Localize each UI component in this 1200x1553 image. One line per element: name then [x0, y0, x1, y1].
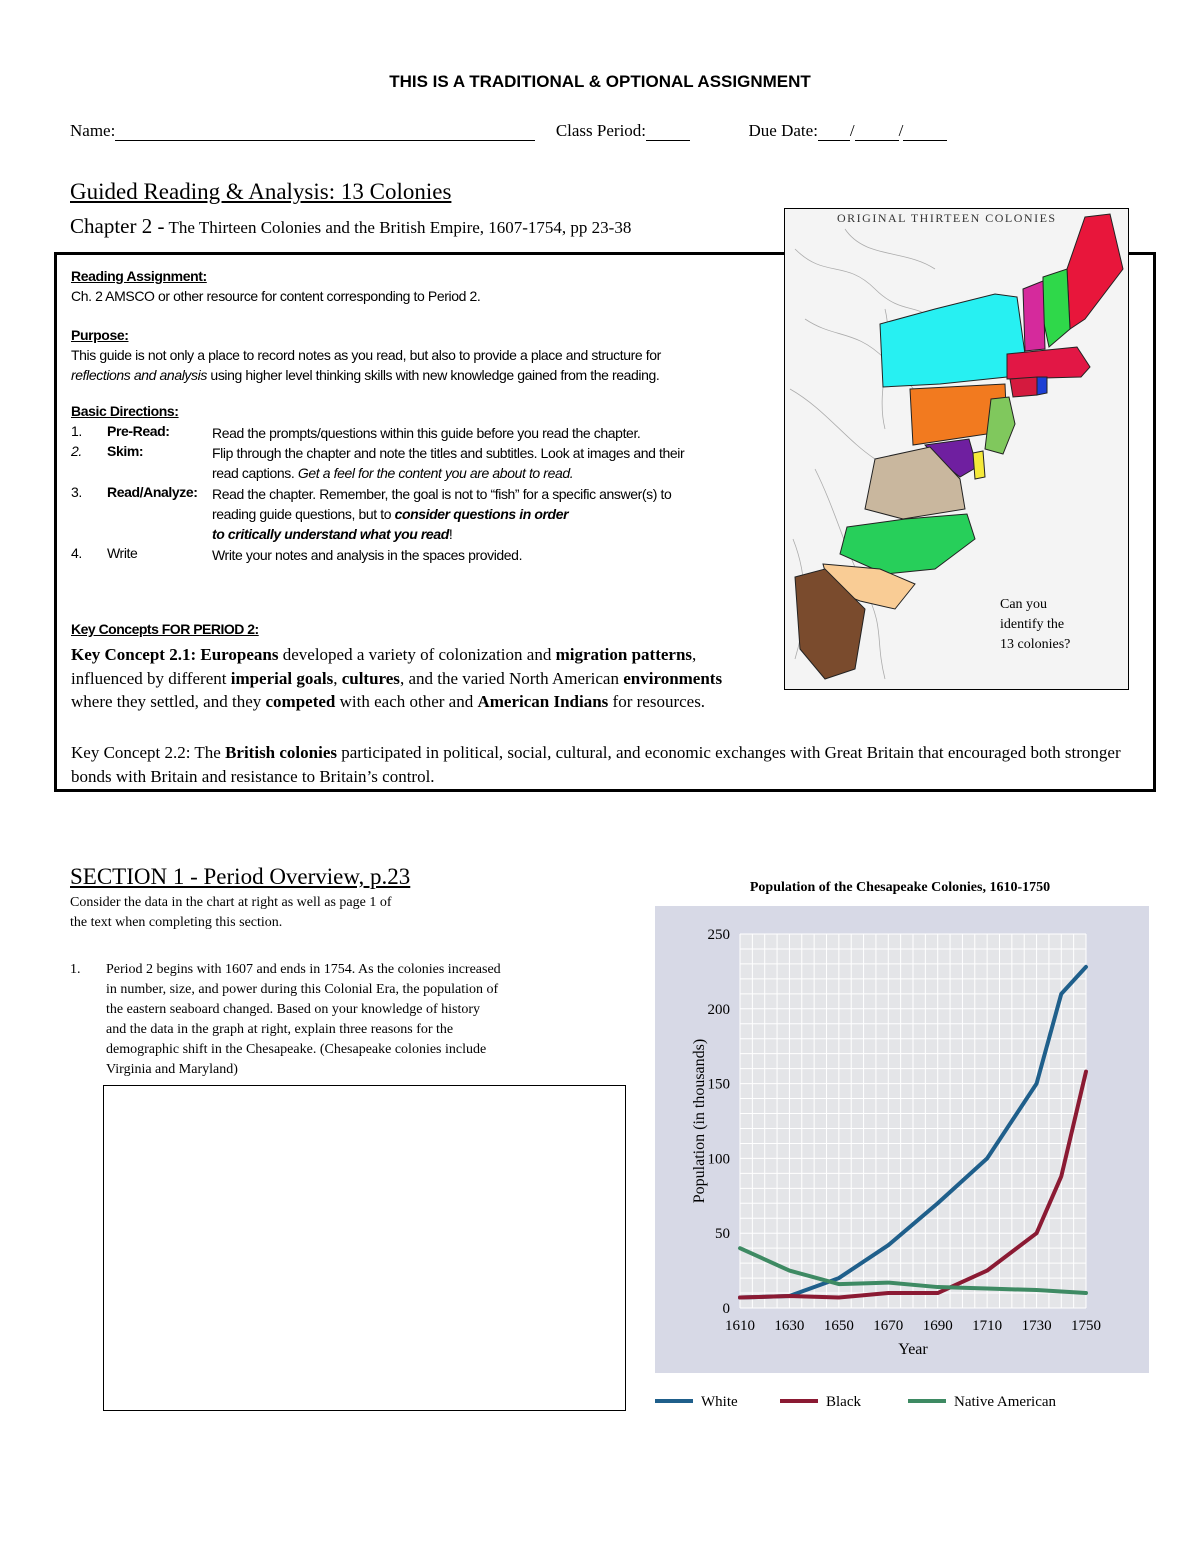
question-number: 1.: [70, 962, 81, 977]
y-tick-label: 250: [707, 927, 730, 943]
question-text: Period 2 begins with 1607 and ends in 1754. As the colonies increased in number, size, and power during this Colonial Era, the population of the eastern seaboard changed. Based on your knowledge of history and the data in the graph at right, explain three reasons for the demographic shift in the Chesapeake. (Chesapeake colonies include Virginia and Maryland): [106, 962, 501, 1077]
due-day-field[interactable]: [855, 124, 899, 141]
population-chart-svg: [640, 870, 1160, 1430]
directions-list: 1. Pre-Read: Read the prompts/questions within this guide before you read the chapter. 2. Skim: Flip through the chapter and note the titles and subtitles. Look at images and their read captions. Get a feel for the content you are about to read. 3. Read/Analyze: Read the chapter. Remember, the goal is not to “fish” for a specific answer(s) to reading guide questions, but to consider questions in order to critically understand what you read! 4. Write Write your notes and analysis in the spaces provided.: [71, 423, 685, 563]
colonies-map-graphic: [785, 209, 1129, 690]
population-chart: [640, 870, 1160, 1430]
legend-label: White: [701, 1394, 738, 1410]
date-slash: /: [849, 121, 855, 140]
reading-assignment-text: Ch. 2 AMSCO or other resource for content corresponding to Period 2.: [71, 288, 481, 304]
assignment-banner: THIS IS A TRADITIONAL & OPTIONAL ASSIGNMENT: [389, 72, 811, 91]
y-tick-label: 200: [707, 1001, 730, 1018]
x-tick-label: 1750: [1071, 1318, 1101, 1334]
key-concept-2-2: Key Concept 2.2: The British colonies participated in political, social, cultural, and economic exchanges with Great Britain that encouraged both stronger bonds with Britain and resistance to Britain’s control.: [71, 743, 1121, 786]
due-date-label: Due Date:: [748, 121, 818, 140]
x-axis-label: Year: [898, 1341, 928, 1358]
chapter-description: The Thirteen Colonies and the British Empire, 1607-1754, pp 23-38: [168, 218, 632, 237]
map-caption: Can you identify the 13 colonies?: [1000, 597, 1071, 652]
x-tick-label: 1690: [922, 1318, 953, 1334]
key-concept-2-1: Key Concept 2.1: Europeans developed a variety of colonization and migration patterns, influenced by different imperial goals, cultures, and the varied North American environments where they settled, and they competed with each other and American Indians for resources.: [71, 645, 723, 711]
colonies-map: [784, 208, 1129, 690]
x-tick-label: 1730: [1021, 1318, 1052, 1334]
name-label: Name:: [70, 121, 116, 140]
answer-box[interactable]: [103, 1085, 626, 1411]
directions-heading: Basic Directions:: [71, 403, 179, 419]
chapter-title: [70, 214, 631, 239]
date-slash: /: [898, 121, 904, 140]
due-year-field[interactable]: [903, 124, 947, 141]
legend-label: Black: [826, 1394, 861, 1410]
y-tick-label: 100: [707, 1151, 730, 1168]
section-1-heading: SECTION 1 - Period Overview, p.23: [70, 864, 411, 889]
vermont-shape: [1023, 281, 1045, 351]
class-period-field[interactable]: [646, 124, 690, 141]
y-tick-label: 0: [722, 1301, 730, 1317]
y-tick-label: 150: [707, 1076, 730, 1093]
x-tick-label: 1610: [725, 1318, 755, 1334]
purpose-line-1: This guide is not only a place to record notes as you read, but also to provide a place and structure for: [71, 347, 661, 363]
x-tick-label: 1630: [774, 1318, 805, 1334]
x-tick-label: 1650: [823, 1318, 854, 1334]
x-tick-label: 1710: [972, 1318, 1003, 1334]
delaware-shape: [973, 451, 985, 479]
chapter-label: Chapter 2 -: [70, 214, 165, 238]
rhode-island-shape: [1037, 377, 1047, 395]
reading-assignment: [71, 266, 771, 306]
x-tick-label: 1670: [873, 1318, 904, 1334]
reading-assignment-heading: Reading Assignment:: [71, 268, 207, 284]
due-month-field[interactable]: [818, 124, 850, 141]
name-row: [70, 121, 947, 141]
name-field[interactable]: [115, 124, 535, 141]
page-title: Guided Reading & Analysis: 13 Colonies: [70, 179, 452, 204]
key-concepts-heading: Key Concepts FOR PERIOD 2:: [71, 621, 259, 637]
map-title: ORIGINAL THIRTEEN COLONIES: [833, 211, 1061, 226]
purpose-heading: Purpose:: [71, 327, 129, 343]
section-1-intro: Consider the data in the chart at right as well as page 1 of the text when completing this section.: [70, 895, 392, 930]
y-tick-label: 50: [715, 1226, 730, 1243]
legend-label: Native American: [954, 1394, 1057, 1410]
connecticut-shape: [1010, 377, 1037, 397]
class-period-label: Class Period:: [555, 121, 647, 140]
y-axis-label: Population (in thousands): [691, 1038, 708, 1204]
purpose-line-2: reflections and analysis using higher level thinking skills with new knowledge gained from the reading.: [71, 367, 660, 383]
chart-title: Population of the Chesapeake Colonies, 1610-1750: [749, 880, 1051, 895]
purpose-block: [71, 325, 771, 385]
